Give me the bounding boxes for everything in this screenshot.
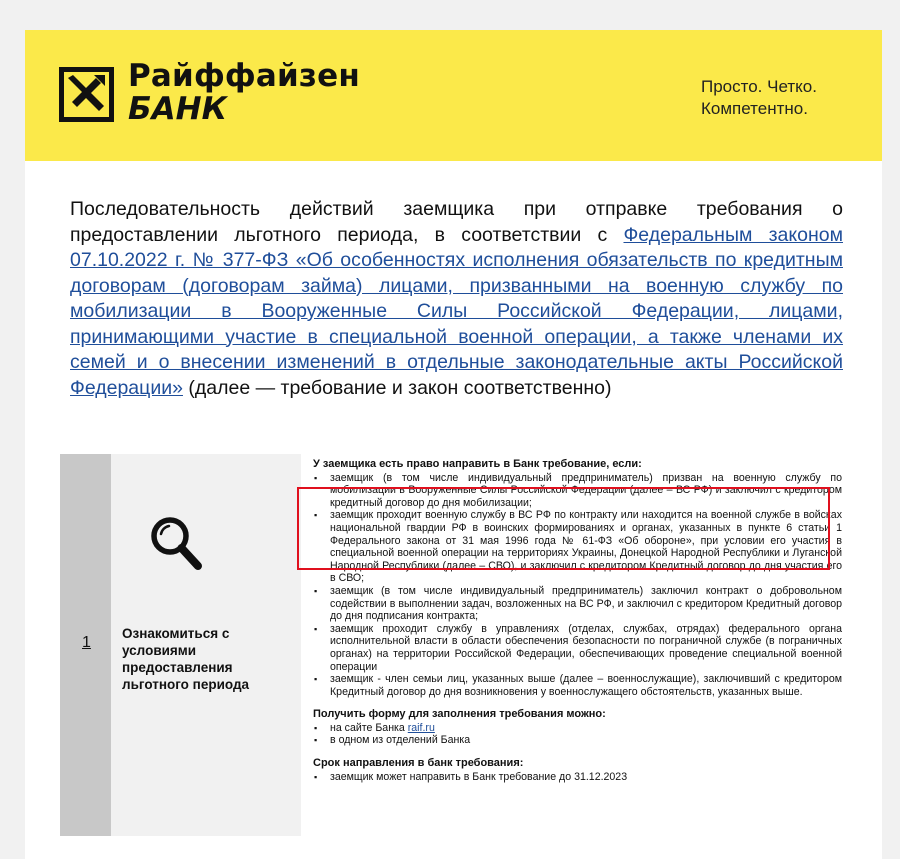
step-title: Ознакомиться с условиями предоставления льготного периода (122, 626, 250, 692)
rights-item: ▪ заемщик (в том числе индивидуальный предприниматель) призван на военную службу по мобилизации в Вооруженные Силы Российской Федерации (далее – ВС РФ) и заключил с кредитором кредитный договор до дня мобилизации; (313, 472, 842, 510)
raif-site-link[interactable]: raif.ru (407, 721, 435, 734)
step-content (313, 458, 842, 783)
form-list (313, 722, 842, 747)
form-heading: Получить форму для заполнения требования можно: (313, 708, 606, 721)
document-header (25, 30, 882, 161)
form-site-prefix: на сайте Банка (330, 721, 408, 734)
slogan (701, 76, 846, 120)
intro-paragraph (70, 197, 843, 401)
slogan-line1: Просто. Четко. (701, 77, 817, 96)
rights-item: ▪ заемщик проходит службу в управлениях (отделах, службах, отрядах) федерального органа исполнительной власти в области обеспечения безопасности по пограничной службе (в пограничных органах) на территории Российской Федерации, обеспечивающих проведение специальной военной операции (313, 623, 842, 673)
form-item-site (313, 722, 842, 735)
deadline-item: ▪ заемщик может направить в Банк требование до 31.12.2023 (313, 771, 842, 784)
intro-prefix: Последовательность действий заемщика при отправке требования о предоставлении льготного периода, в соответствии с (70, 198, 843, 246)
rights-heading: У заемщика есть право направить в Банк требование, если: (313, 458, 642, 470)
step-number: 1 (82, 634, 91, 651)
brand-name (128, 60, 360, 126)
form-item-branch: ▪ в одном из отделений Банка (313, 734, 842, 747)
intro-suffix: (далее — требование и закон соответственно) (182, 376, 612, 399)
rights-item: ▪ заемщик проходит военную службу в ВС РФ по контракту или находится на военной службе в войсках национальной гвардии РФ в воинских формированиях и органах, указанных в пункте 6 статьи 1 Федерального закона от 31 мая 1996 года № 61-ФЗ «Об обороне», при условии его участия в специальной военной операции на территориях Украины, Донецкой Народной Республики и Луганской Народной Республики (далее – СВО), и заключил с кредитором Кредитный договор до дня участия его в СВО; (313, 509, 842, 585)
step-title-column (111, 454, 301, 836)
document-page (25, 30, 882, 859)
deadline-list (313, 771, 842, 784)
law-link[interactable]: Федеральным законом 07.10.2022 г. № 377-ФЗ «Об особенностях исполнения обязательств по кредитным договорам (договорам займа) лицами, призванными на военную службу по мобилизации в Вооруженные Силы Российской Федерации, лицами, принимающими участие в специальной военной операции, а также членами их семей и о внесении изменений в отдельные законодательные акты Российской Федерации» (70, 223, 843, 399)
brand-line2: БАНК (128, 91, 227, 127)
deadline-heading: Срок направления в банк требования: (313, 757, 524, 770)
rights-list (313, 472, 842, 699)
rights-item: ▪ заемщик (в том числе индивидуальный предприниматель) заключил контракт о добровольном содействии в выполнении задач, возложенных на ВС РФ, и заключил с кредитором Кредитный договор до дня подписания контракта; (313, 585, 842, 623)
rights-item: ▪ заемщик - член семьи лиц, указанных выше (далее – военнослужащие), заключивший с кредитором Кредитный договор до дня возникновения у военнослужащего обстоятельств, указанных выше. (313, 673, 842, 698)
step-1-block (60, 454, 842, 836)
slogan-line2: Компетентно. (701, 99, 808, 118)
magnifier-icon (146, 512, 208, 576)
brand-line1: Райффайзен (128, 58, 360, 94)
step-number-column (60, 454, 111, 836)
raiffeisen-logo-icon (59, 67, 114, 122)
